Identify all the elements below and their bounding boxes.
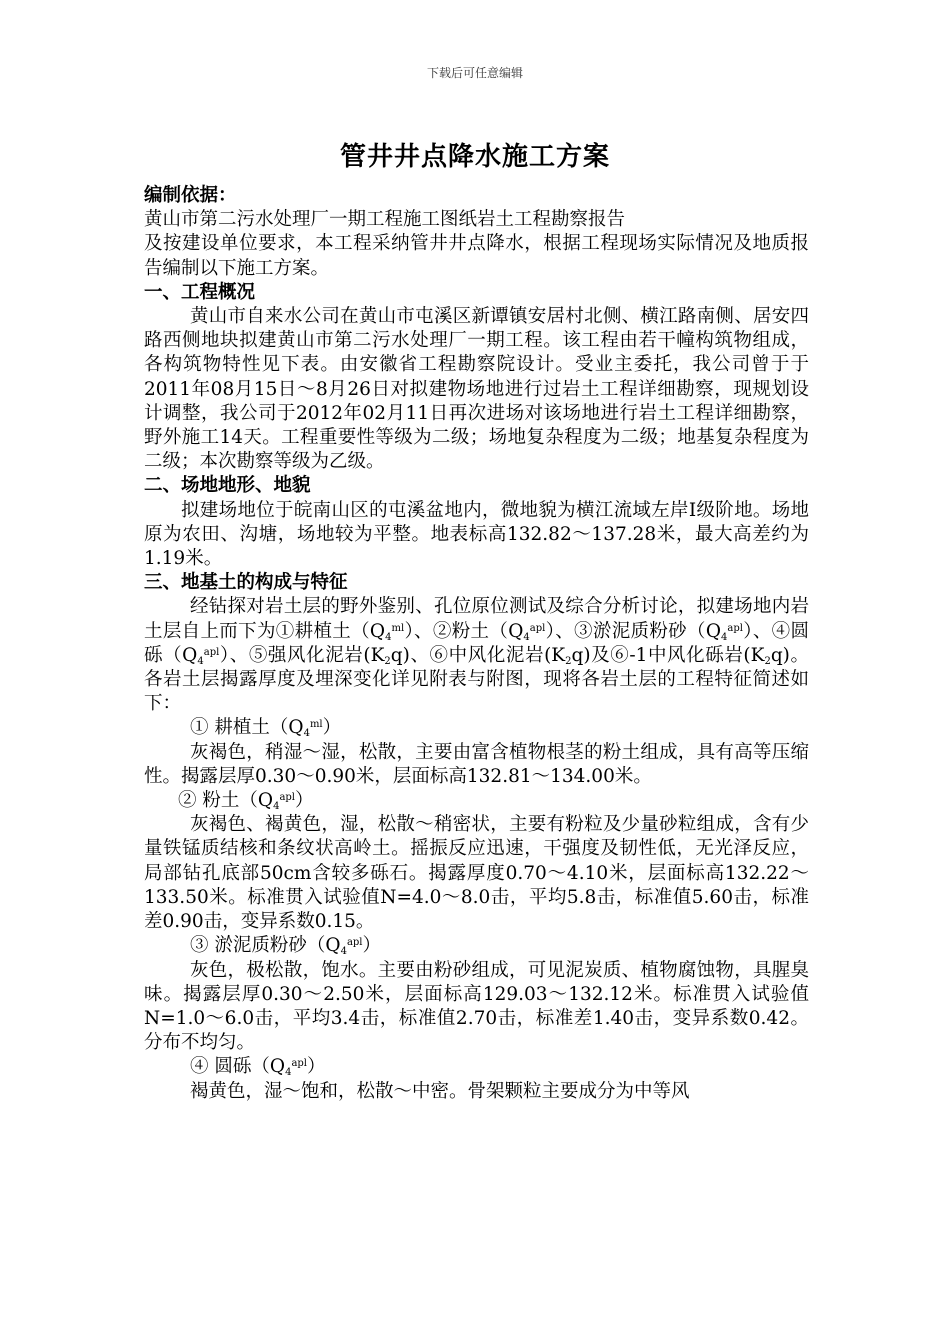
layer-name-text: ① 耕植土（Q xyxy=(190,717,304,739)
layer-2-desc: 灰褐色、褐黄色，湿，松散～稍密状，主要有粉粒及少量砂粒组成，含有少量铁锰质结核和条纹状高岭土。摇振反应迅速，干强度及韧性低，无光泽反应，局部钻孔底部50cm含较多砾石。揭露厚度0.70～4.10米，层面标高132.22～133.50米。标准贯入试验值N=4.0～8.0击，平均5.8击，标准值5.60击，标准差0.90击，变异系数0.15。 xyxy=(144,814,809,933)
header-note: 下载后可任意编辑 xyxy=(426,66,523,80)
superscript: ml xyxy=(309,719,323,731)
section-2-text: 拟建场地位于皖南山区的屯溪盆地内，微地貌为横江流域左岸Ⅰ级阶地。场地原为农田、沟塘，场地较为平整。地表标高132.82～137.28米，最大高差约为1.19米。 xyxy=(144,499,809,570)
superscript: apl xyxy=(291,1058,307,1070)
layer-4-name xyxy=(144,1055,809,1079)
superscript: apl xyxy=(203,646,220,658)
subscript: 2 xyxy=(384,655,391,667)
subscript: 4 xyxy=(721,631,728,643)
section-3-heading: 三、地基土的构成与特征 xyxy=(144,572,348,594)
layer-3-name xyxy=(144,934,809,958)
basis-line-1: 黄山市第二污水处理厂一期工程施工图纸岩土工程勘察报告 xyxy=(144,209,626,231)
intro-part: 经钻探对岩土层的野外鉴别、孔位原位测试及综合分析讨论，拟建场地内岩土层自上而下为①耕植土（Q xyxy=(144,596,809,642)
section-2-heading: 二、场地地形、地貌 xyxy=(144,475,311,497)
layer-name-text: ） xyxy=(295,790,314,812)
layer-1-name xyxy=(144,716,809,740)
intro-part: ）、③淤泥质粉砂（Q xyxy=(545,620,721,642)
layer-1-desc: 灰褐色，稍湿～湿，松散，主要由富含植物根茎的粉土组成，具有高等压缩性。揭露层厚0.30～0.90米，层面标高132.81～134.00米。 xyxy=(144,741,809,787)
intro-part: q)、⑥中风化泥岩(K xyxy=(390,644,566,666)
layer-name-text: ④ 圆砾（Q xyxy=(190,1056,286,1078)
subscript: 4 xyxy=(285,1067,292,1079)
subscript: 4 xyxy=(523,631,530,643)
superscript: apl xyxy=(529,622,546,634)
subscript: 4 xyxy=(385,631,392,643)
subscript: 4 xyxy=(303,728,310,740)
section-1-text: 黄山市自来水公司在黄山市屯溪区新谭镇安居村北侧、横江路南侧、居安四路西侧地块拟建黄山市第二污水处理厂一期工程。该工程由若干幢构筑物组成，各构筑物特性见下表。由安徽省工程勘察院设计。受业主委托，我公司曾于于2011年08月15日～8月26日对拟建物场地进行过岩土工程详细勘察，现规划设计调整，我公司于2012年02月11日再次进场对该场地进行岩土工程详细勘察，野外施工14天。工程重要性等级为二级；场地复杂程度为二级；地基复杂程度为二级；本次勘察等级为乙级。 xyxy=(144,306,809,473)
superscript: apl xyxy=(727,622,743,634)
layer-name-text: ） xyxy=(362,935,382,957)
section-1-heading: 一、工程概况 xyxy=(144,281,256,303)
document-body xyxy=(144,184,809,1104)
subscript: 2 xyxy=(764,655,771,667)
intro-part: ）、⑤强风化泥岩(K xyxy=(219,644,385,666)
document-title: 管井井点降水施工方案 xyxy=(339,142,610,172)
layer-4-desc: 褐黄色，湿～饱和，松散～中密。骨架颗粒主要成分为中等风 xyxy=(190,1080,690,1102)
layer-2-name xyxy=(144,789,809,813)
subscript: 2 xyxy=(565,655,572,667)
layer-name-text: ） xyxy=(322,717,342,739)
superscript: apl xyxy=(346,937,363,949)
section-3-intro xyxy=(144,595,809,716)
layer-name-text: ） xyxy=(307,1056,326,1078)
subscript: 4 xyxy=(197,655,204,667)
layer-name-text: ② 粉土（Q xyxy=(178,790,274,812)
superscript: ml xyxy=(391,622,405,634)
basis-heading: 编制依据： xyxy=(144,185,237,206)
layer-3-desc: 灰色，极松散，饱水。主要由粉砂组成，可见泥炭质、植物腐蚀物，具腥臭味。揭露层厚0.30～2.50米，层面标高129.03～132.12米。标准贯入试验值N=1.0～6.0击，平均3.4击，标准值2.70击，标准差1.40击，变异系数0.42。分布不均匀。 xyxy=(144,959,809,1054)
layer-name-text: ③ 淤泥质粉砂（Q xyxy=(190,935,341,957)
basis-line-2: 及按建设单位要求，本工程采纳管井井点降水，根据工程现场实际情况及地质报告编制以下施工方案。 xyxy=(144,233,809,279)
intro-part: ）、④圆砾（Q xyxy=(144,620,809,666)
superscript: apl xyxy=(279,792,295,804)
intro-part: ）、②粉土（Q xyxy=(404,620,524,642)
subscript: 4 xyxy=(273,801,280,813)
subscript: 4 xyxy=(340,946,347,958)
intro-part: q)。各岩土层揭露厚度及埋深变化详见附表与附图，现将各岩土层的工程特征简述如下： xyxy=(144,644,809,715)
intro-part: q)及⑥-1中风化砾岩(K xyxy=(571,644,765,666)
